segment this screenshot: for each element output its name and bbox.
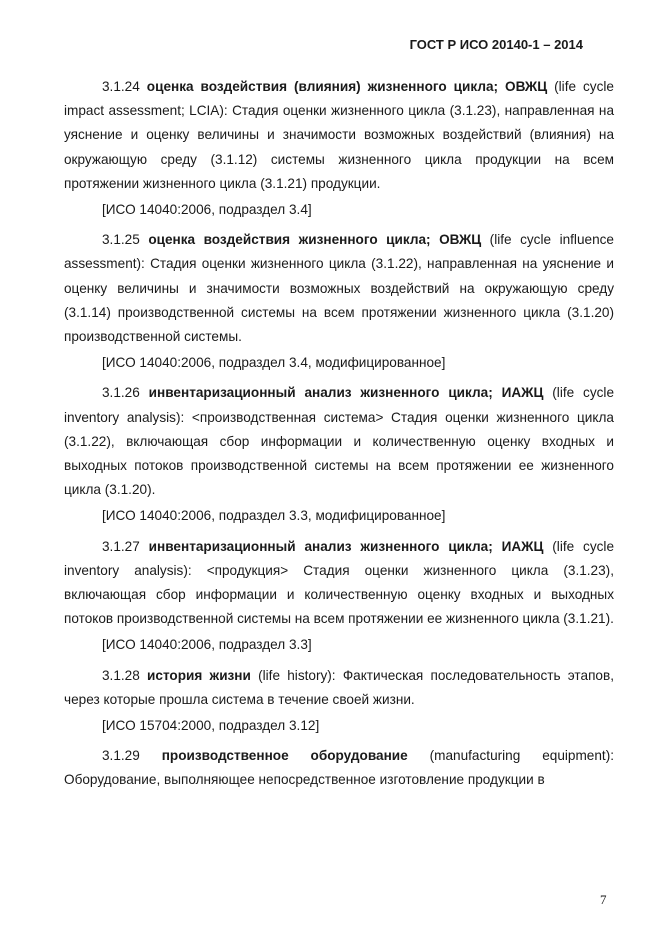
term-number: 3.1.28 — [102, 667, 140, 683]
term-name: оценка воздействия жизненного цикла; ОВЖЦ — [148, 232, 482, 248]
term-number: 3.1.25 — [102, 232, 140, 248]
page-number: 7 — [600, 892, 607, 907]
term-definition: (life cycle influence assessment): Стадия оценки жизненного цикла (3.1.22), направленная на уяснение и оценку величины и значимости возможных воздействий на окружающую среду (3.1.14) производственной системы на всем протяжении жизненного цикла (3.1.20) производственной системы. — [64, 232, 614, 345]
term-number: 3.1.24 — [102, 79, 140, 94]
term-name: инвентаризационный анализ жизненного цикла; ИАЖЦ — [148, 538, 544, 554]
term-source: [ИСО 14040:2006, подраздел 3.3] — [102, 637, 312, 653]
term-definition: (life cycle impact assessment; LCIA): Стадия оценки жизненного цикла (3.1.23), направленная на уяснение и оценку величины и значимости возможных воздействий (влияния) на окружающую среду (3.1.12) системы жизненного цикла продукции на всем протяжении жизненного цикла (3.1.21) продукции. — [64, 79, 614, 191]
term-entry-3-1-25 — [64, 228, 614, 375]
term-entry-3-1-29 — [64, 744, 614, 792]
term-source: [ИСО 15704:2000, подраздел 3.12] — [102, 718, 320, 734]
term-name: инвентаризационный анализ жизненного цикла; ИАЖЦ — [148, 385, 544, 401]
term-source: [ИСО 14040:2006, подраздел 3.3, модифицированное] — [102, 508, 446, 524]
term-paragraph — [64, 381, 614, 502]
term-name: оценка воздействия (влияния) жизненного цикла; ОВЖЦ — [146, 79, 548, 94]
term-paragraph — [64, 535, 614, 632]
term-source: [ИСО 14040:2006, подраздел 3.4, модифицированное] — [102, 355, 446, 371]
term-number: 3.1.26 — [102, 385, 140, 401]
term-paragraph — [64, 744, 614, 792]
term-entry-3-1-26 — [64, 381, 614, 528]
term-entry-3-1-28 — [64, 664, 614, 739]
term-entry-3-1-27 — [64, 535, 614, 658]
term-paragraph — [64, 75, 614, 196]
term-paragraph — [64, 664, 614, 712]
term-source: [ИСО 14040:2006, подраздел 3.4] — [102, 202, 312, 218]
term-number: 3.1.29 — [102, 748, 140, 764]
document-header: ГОСТ Р ИСО 20140-1 – 2014 — [409, 37, 583, 52]
document-body — [64, 75, 614, 799]
term-definition: (life cycle inventory analysis): <продукция> Стадия оценки жизненного цикла (3.1.23), включающая сбор информации и количественную оценку входных и выходных потоков производственной системы на всем протяжении ее жизненного цикла (3.1.21). — [64, 538, 615, 627]
term-definition: (manufacturing equipment): Оборудование, выполняющее непосредственное изготовление продукции в — [64, 748, 614, 788]
term-definition: (life cycle inventory analysis): <производственная система> Стадия оценки жизненного цикла (3.1.22), включающая сбор информации и количественную оценку входных и выходных потоков производственной системы на всем протяжении ее жизненного цикла (3.1.20). — [64, 385, 615, 498]
term-name: история жизни — [147, 667, 251, 683]
term-number: 3.1.27 — [102, 538, 140, 554]
term-paragraph — [64, 228, 614, 349]
term-name: производственное оборудование — [161, 748, 408, 764]
term-entry-3-1-24 — [64, 75, 614, 222]
term-definition: (life history): Фактическая последовательность этапов, через которые прошла система в течение своей жизни. — [64, 667, 614, 707]
